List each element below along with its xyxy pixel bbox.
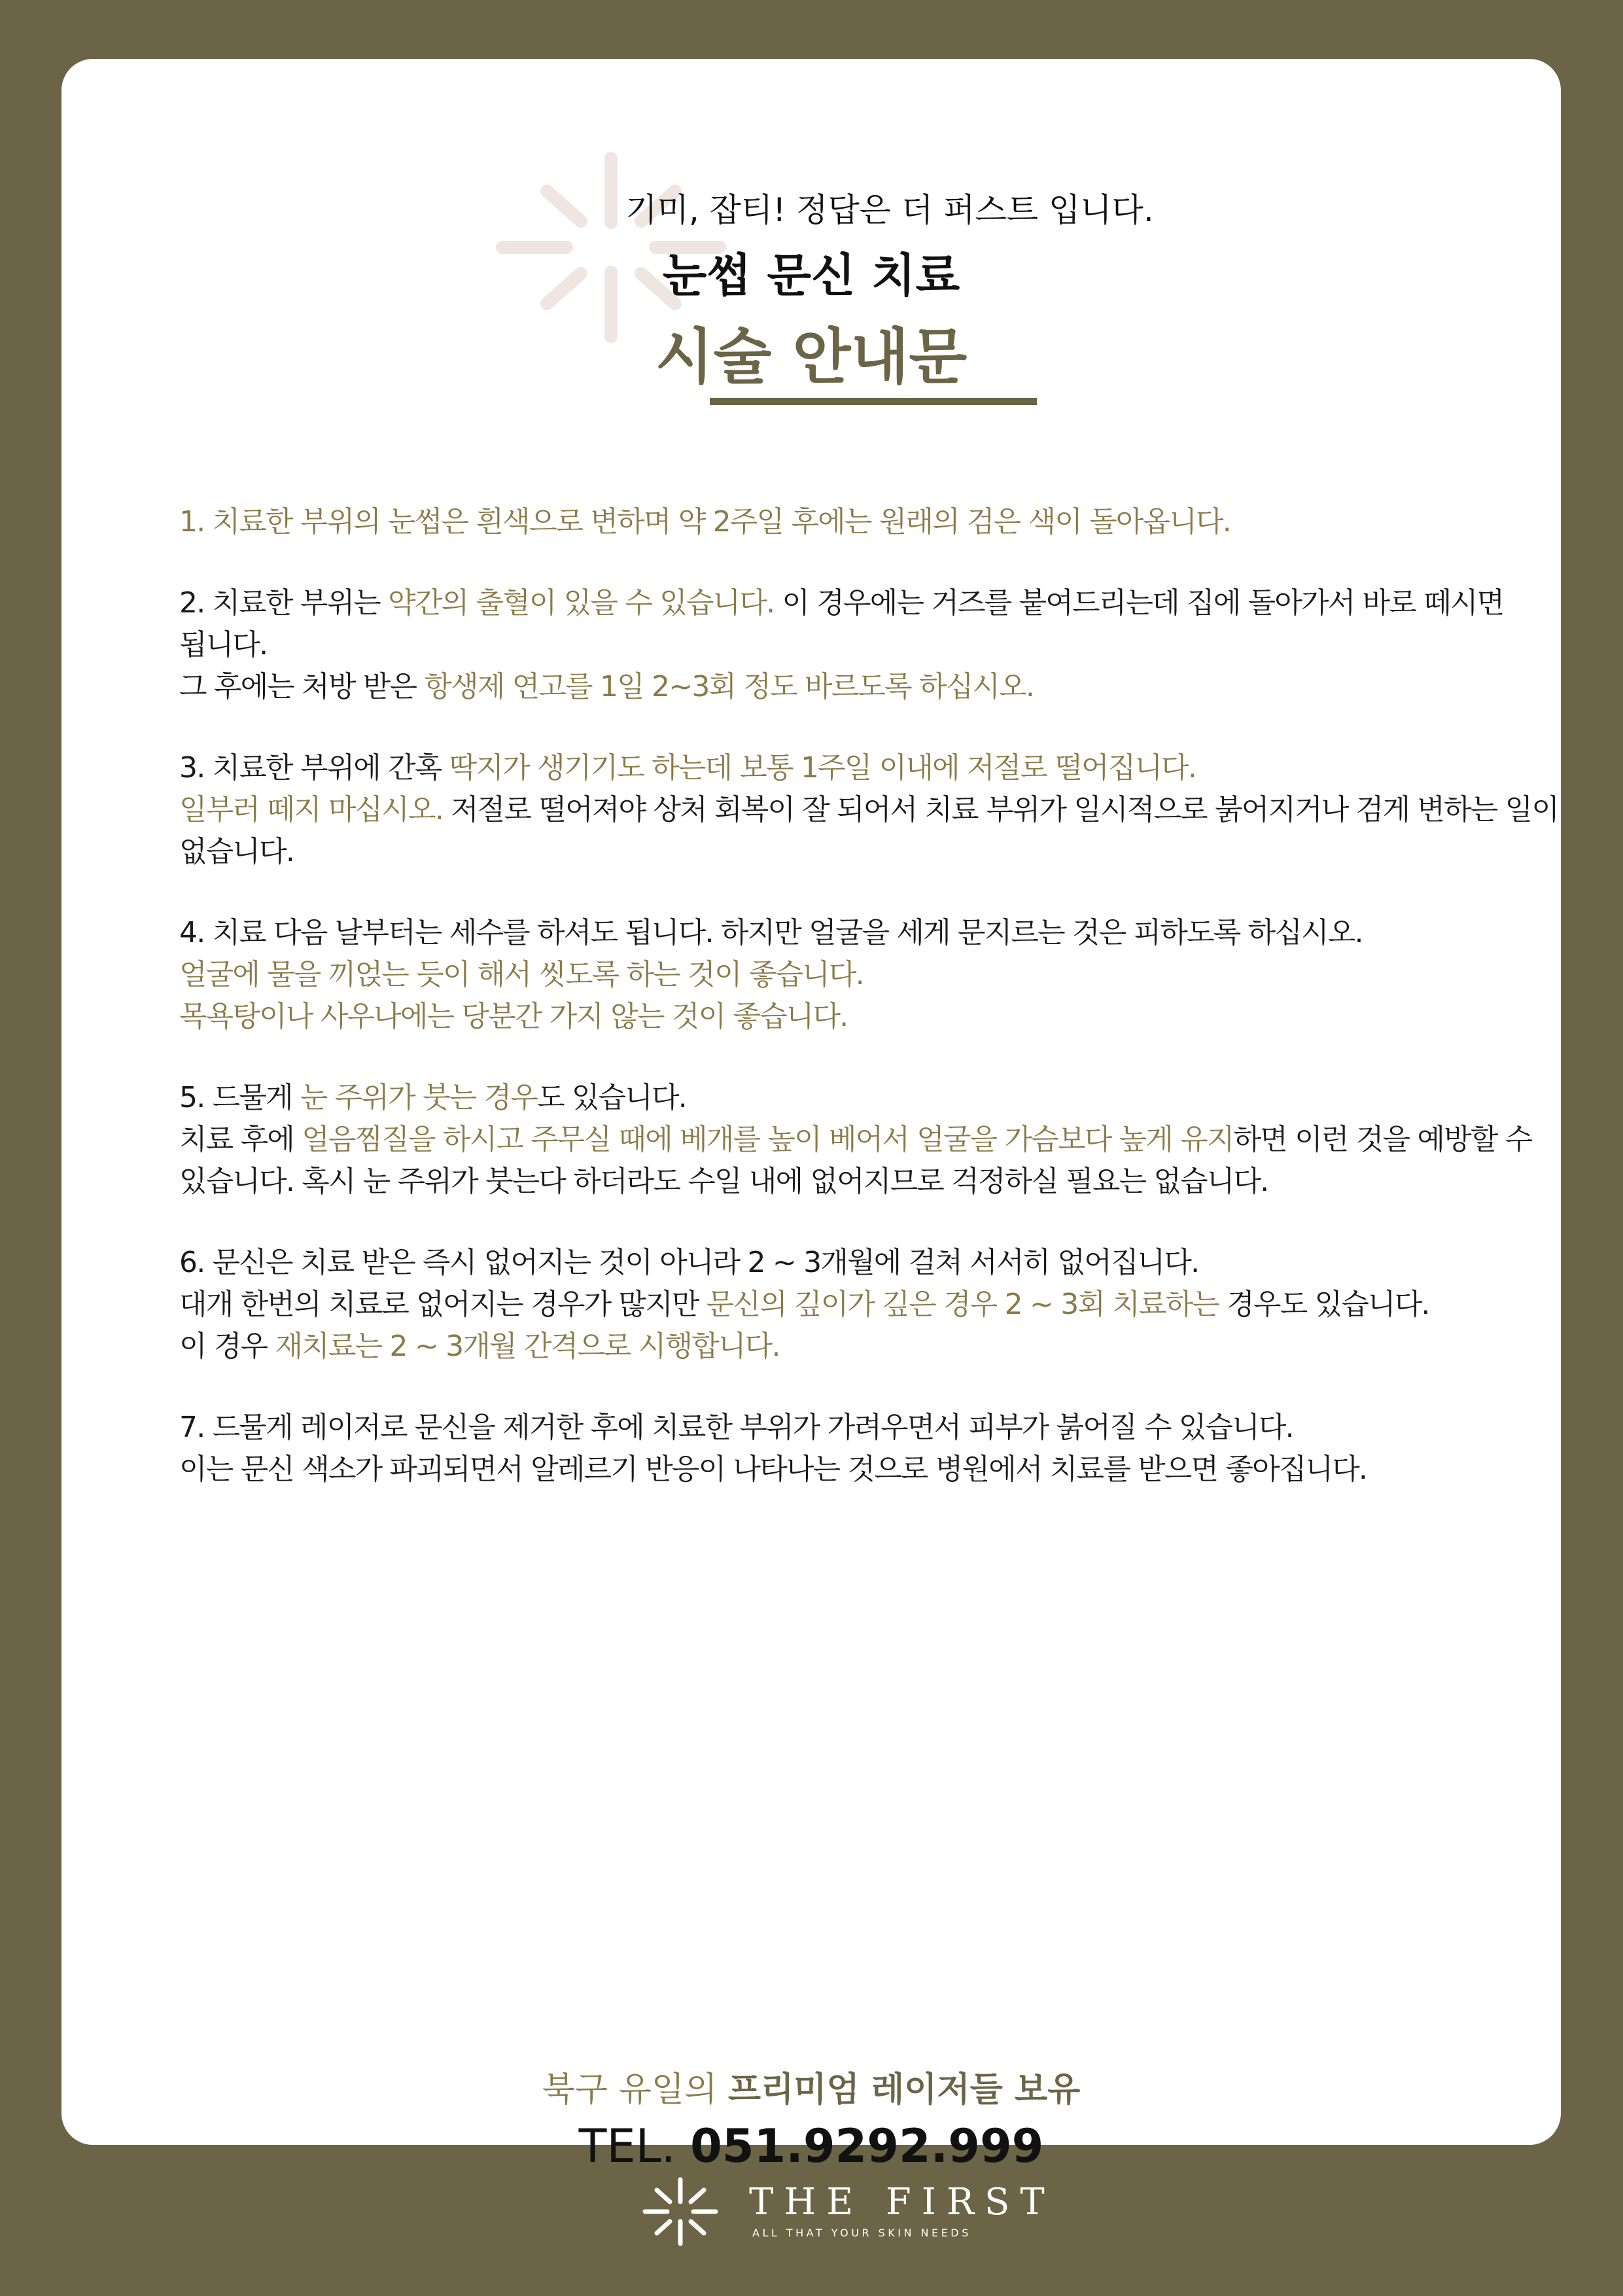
instruction-line: [179, 1077, 1573, 1119]
body-text: 경우도 있습니다.: [1219, 1288, 1429, 1321]
instruction-item: [179, 1407, 1573, 1491]
highlighted-text: 일부러 떼지 마십시오.: [179, 793, 443, 826]
highlighted-text: 딱지가 생기기도 하는데 보통 1주일 이내에 저절로 떨어집니다.: [449, 751, 1196, 785]
body-text: 도 있습니다.: [537, 1081, 686, 1114]
body-text: 있습니다. 혹시 눈 주위가 붓는다 하더라도 수일 내에 없어지므로 걱정하실 필요는 없습니다.: [179, 1165, 1268, 1198]
logo-name: THE FIRST: [749, 2181, 1055, 2223]
instruction-line: [179, 1161, 1573, 1203]
highlighted-text: 얼음찜질을 하시고 주무실 때에 베개를 높이 베어서 얼굴을 가슴보다 높게 유지: [302, 1123, 1234, 1156]
notice-card: [61, 59, 1561, 2173]
instruction-item: [179, 1242, 1573, 1368]
logo-sparkle-icon: [641, 2176, 720, 2248]
title-line1: 눈썹 문신 치료: [662, 249, 960, 302]
body-text: 7. 드물게 레이저로 문신을 제거한 후에 치료한 부위가 가려우면서 피부가 붉어질 수 있습니다.: [179, 1411, 1293, 1444]
instruction-line: [179, 789, 1573, 831]
instruction-line: [179, 582, 1573, 624]
body-text: 없습니다.: [179, 835, 294, 868]
body-text: 3. 치료한 부위에 간혹: [179, 751, 449, 785]
instruction-line: [179, 666, 1573, 708]
highlighted-text: 얼굴에 물을 끼얹는 듯이 해서 씻도록 하는 것이 좋습니다.: [179, 958, 864, 991]
instruction-line: [179, 912, 1573, 954]
instruction-item: [179, 582, 1573, 708]
highlighted-text: 눈 주위가 붓는 경우: [300, 1081, 538, 1114]
page-title: 시술 안내문: [655, 322, 968, 392]
body-text: 2. 치료한 부위는: [179, 586, 389, 620]
promo-prefix: 북구 유일의: [542, 2070, 728, 2110]
body-text: 저절로 떨어져야 상처 회복이 잘 되어서 치료 부위가 일시적으로 붉어지거나 검게 변하는 일이: [442, 793, 1559, 826]
instruction-line: [179, 1119, 1573, 1161]
highlighted-text: 재치료는 2 ~ 3개월 간격으로 시행합니다.: [275, 1330, 780, 1363]
tel-number: 051.9292.999: [690, 2119, 1044, 2173]
instruction-line: [179, 1242, 1573, 1284]
body-text: 이는 문신 색소가 파괴되면서 알레르기 반응이 나타나는 것으로 병원에서 치료를 받으면 좋아집니다.: [179, 1453, 1367, 1486]
body-text: 4. 치료 다음 날부터는 세수를 하셔도 됩니다. 하지만 얼굴을 세게 문지르는 것은 피하도록 하십시오.: [179, 916, 1363, 949]
highlighted-text: 약간의 출혈이 있을 수 있습니다.: [388, 586, 775, 620]
body-text: 5. 드물게: [179, 1081, 300, 1114]
highlighted-text: 항생제 연고를 1일 2~3회 정도 바르도록 하십시오.: [424, 670, 1034, 703]
instruction-line: [179, 1284, 1573, 1326]
promo-text: [61, 2064, 1561, 2116]
instruction-line: [179, 1407, 1573, 1449]
body-text: 이 경우: [179, 1330, 275, 1363]
body-text: 6. 문신은 치료 받은 즉시 없어지는 것이 아니라 2 ~ 3개월에 걸쳐 서서히 없어집니다.: [179, 1246, 1199, 1279]
instruction-line: [179, 1449, 1573, 1491]
title-underline: [710, 398, 1037, 405]
instruction-item: [179, 501, 1573, 543]
body-text: 대개 한번의 치료로 없어지는 경우가 많지만: [179, 1288, 707, 1321]
body-text: 됩니다.: [179, 628, 268, 662]
tel-prefix: TEL.: [578, 2119, 691, 2173]
highlighted-text: 목욕탕이나 사우나에는 당분간 가지 않는 것이 좋습니다.: [179, 1000, 848, 1033]
highlighted-text: 문신의 깊이가 깊은 경우 2 ~ 3회 치료하는: [706, 1288, 1219, 1321]
body-text: 그 후에는 처방 받은: [179, 670, 425, 703]
header: [61, 181, 1561, 403]
promo-bold: 프리미엄 레이저들 보유: [727, 2070, 1081, 2110]
instruction-line: [179, 954, 1573, 996]
instruction-line: [179, 831, 1573, 873]
instruction-item: [179, 1077, 1573, 1203]
instruction-line: [179, 1326, 1573, 1368]
instruction-item: [179, 747, 1573, 873]
instructions-list: [179, 501, 1573, 1530]
body-text: 이 경우에는 거즈를 붙여드리는데 집에 돌아가서 바로 떼시면: [774, 586, 1504, 620]
instruction-line: [179, 747, 1573, 789]
instruction-item: [179, 912, 1573, 1038]
highlighted-text: 1. 치료한 부위의 눈썹은 흰색으로 변하며 약 2주일 후에는 원래의 검은 색이 돌아옵니다.: [179, 505, 1230, 539]
instruction-line: [179, 624, 1573, 666]
logo-tagline: ALL THAT YOUR SKIN NEEDS: [752, 2227, 971, 2239]
instruction-line: [179, 501, 1573, 543]
brand-logo: [641, 2176, 1055, 2248]
subtitle: 기미, 잡티! 정답은 더 퍼스트 입니다.: [625, 191, 1154, 229]
phone-number: [61, 2113, 1561, 2179]
body-text: 치료 후에: [179, 1123, 302, 1156]
body-text: 하면 이런 것을 예방할 수: [1233, 1123, 1532, 1156]
instruction-line: [179, 996, 1573, 1038]
